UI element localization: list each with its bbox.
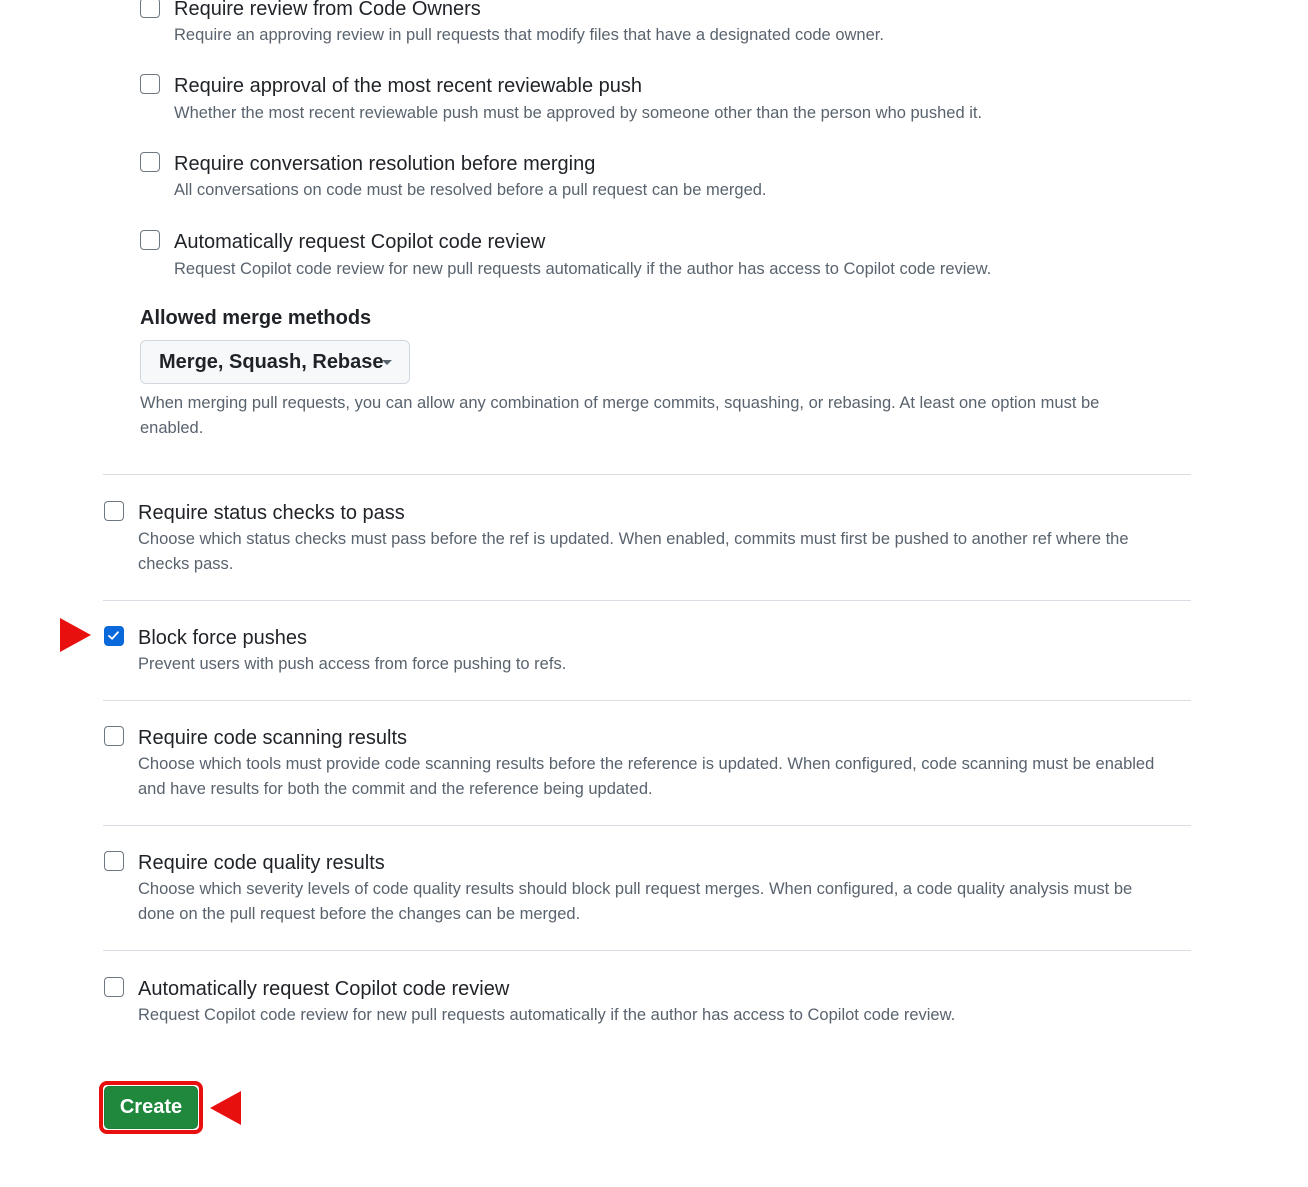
code-owners-description: Require an approving review in pull requests that modify files that have a designated code owner. <box>174 26 884 44</box>
merge-methods-dropdown[interactable] <box>140 340 410 384</box>
code-owners-title: Require review from Code Owners <box>174 0 481 20</box>
annotation-arrow-left-icon <box>210 1091 241 1125</box>
pr-copilot-review-description: Request Copilot code review for new pull requests automatically if the author has access to Copilot code review. <box>174 260 992 278</box>
create-button[interactable]: Create <box>104 1086 198 1129</box>
recent-push-title: Require approval of the most recent reviewable push <box>174 75 643 97</box>
pr-copilot-review-checkbox[interactable] <box>140 230 160 250</box>
status-checks-title: Require status checks to pass <box>138 502 405 524</box>
copilot-review-title: Automatically request Copilot code review <box>138 978 510 1000</box>
block-force-pushes-title: Block force pushes <box>138 627 307 649</box>
divider <box>103 825 1191 826</box>
code-scanning-checkbox[interactable] <box>104 726 124 746</box>
conversation-resolution-checkbox[interactable] <box>140 152 160 172</box>
caret-down-icon <box>382 360 392 365</box>
recent-push-checkbox[interactable] <box>140 74 160 94</box>
copilot-review-description: Request Copilot code review for new pull requests automatically if the author has access to Copilot code review. <box>138 1006 956 1024</box>
code-quality-title: Require code quality results <box>138 852 385 874</box>
copilot-review-checkbox[interactable] <box>104 977 124 997</box>
divider <box>103 700 1191 701</box>
code-scanning-description: Choose which tools must provide code scanning results before the reference is updated. When configured, code scanning must be enabled and have results for both the commit and the reference being updated. <box>138 755 1155 798</box>
recent-push-description: Whether the most recent reviewable push must be approved by someone other than the person who pushed it. <box>174 104 983 122</box>
merge-methods-help: When merging pull requests, you can allow any combination of merge commits, squashing, or rebasing. At least one option must be enabled. <box>140 394 1100 437</box>
check-icon <box>107 629 120 642</box>
code-owners-checkbox[interactable] <box>140 0 160 18</box>
divider <box>103 600 1191 601</box>
code-scanning-title: Require code scanning results <box>138 727 408 749</box>
divider <box>103 474 1191 475</box>
divider <box>103 950 1191 951</box>
block-force-pushes-description: Prevent users with push access from force pushing to refs. <box>138 655 567 673</box>
code-quality-description: Choose which severity levels of code quality results should block pull request merges. When configured, a code quality analysis must be done on the pull request before the changes can be merged. <box>138 880 1133 923</box>
block-force-pushes-checkbox[interactable] <box>104 626 124 646</box>
merge-methods-label: Allowed merge methods <box>140 307 372 329</box>
status-checks-description: Choose which status checks must pass before the ref is updated. When enabled, commits must first be pushed to another ref where the checks pass. <box>138 530 1129 573</box>
merge-methods-selected: Merge, Squash, Rebase <box>159 350 384 373</box>
conversation-resolution-description: All conversations on code must be resolved before a pull request can be merged. <box>174 181 767 199</box>
status-checks-checkbox[interactable] <box>104 501 124 521</box>
annotation-arrow-right-icon <box>60 618 91 652</box>
pr-copilot-review-title: Automatically request Copilot code review <box>174 231 546 253</box>
code-quality-checkbox[interactable] <box>104 851 124 871</box>
conversation-resolution-title: Require conversation resolution before merging <box>174 153 596 175</box>
